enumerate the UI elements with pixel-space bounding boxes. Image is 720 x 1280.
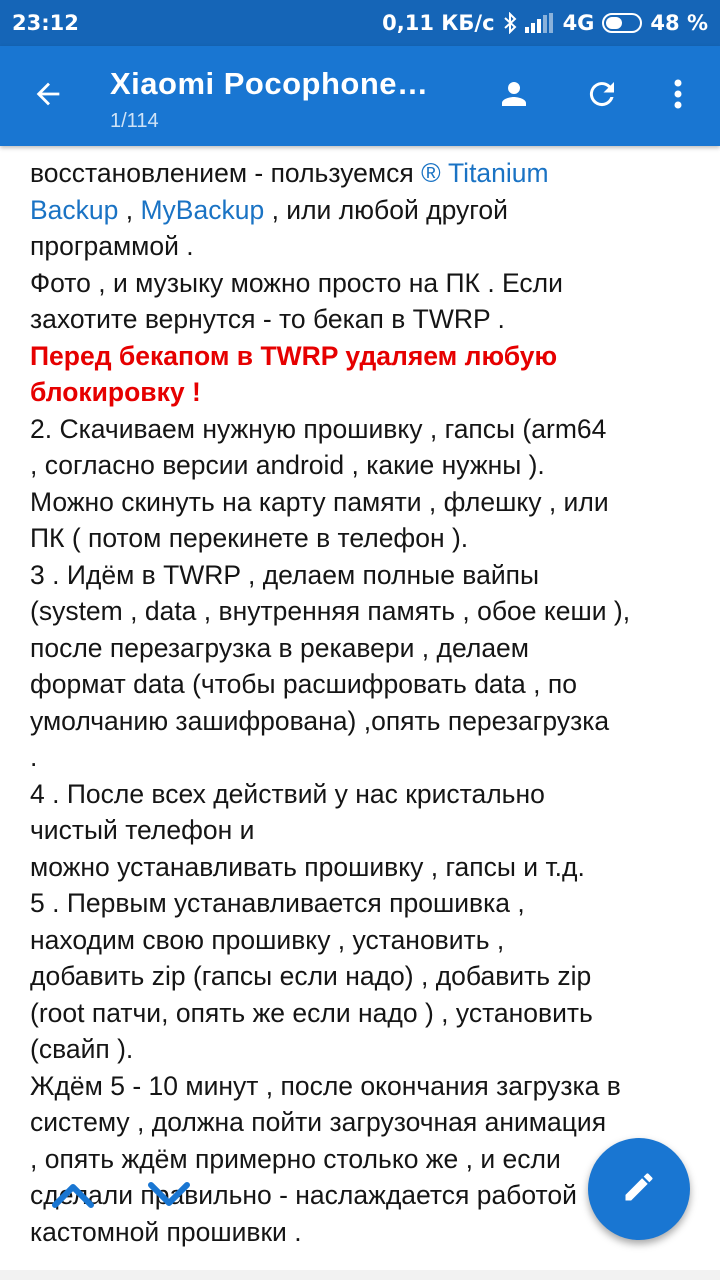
scroll-down-button[interactable] bbox=[146, 1182, 192, 1212]
battery-percent: 48 % bbox=[650, 11, 708, 35]
post-line: 2. Скачиваем нужную прошивку , гапсы (arm64 bbox=[30, 413, 607, 444]
edit-fab-button[interactable] bbox=[588, 1138, 690, 1240]
post-line: 3 . Идём в TWRP , делаем полные вайпы bbox=[30, 559, 540, 590]
post-line: (system , data , внутренняя память , обое кеши ), bbox=[30, 596, 631, 626]
post-line: Можно скинуть на карту памяти , флешку , или bbox=[30, 486, 609, 517]
page-counter: 1/114 bbox=[110, 110, 159, 132]
post-line: добавить zip (гапсы если надо) , добавить zip bbox=[30, 961, 592, 991]
post-line: . bbox=[30, 742, 38, 772]
titanium-backup-link[interactable]: ® Titanium bbox=[421, 158, 549, 188]
bluetooth-icon bbox=[503, 12, 517, 34]
more-vert-icon bbox=[673, 78, 683, 115]
post-line: после перезагрузка в рекавери , делаем bbox=[30, 632, 530, 663]
titanium-backup-link-cont[interactable]: Backup bbox=[30, 194, 119, 225]
arrow-back-icon bbox=[31, 77, 65, 116]
post-line: кастомной прошивки . bbox=[30, 1216, 302, 1247]
refresh-icon bbox=[584, 76, 620, 117]
post-line: ПК ( потом перекинете в телефон ). bbox=[30, 523, 469, 553]
status-bar bbox=[0, 0, 720, 46]
post-line: (root патчи, опять же если надо ) , установить bbox=[30, 997, 593, 1028]
post-line: Ждём 5 - 10 минут , после окончания загрузка в bbox=[30, 1070, 621, 1101]
mybackup-link[interactable]: MyBackup bbox=[140, 194, 265, 225]
post-line: Фото , и музыку можно просто на ПК . Если bbox=[30, 267, 563, 298]
post-line: 4 . После всех действий у нас кристально bbox=[30, 778, 545, 809]
app-bar bbox=[0, 46, 720, 146]
post-line bbox=[30, 155, 705, 192]
chevron-up-icon bbox=[50, 1180, 96, 1215]
chevron-down-icon bbox=[146, 1180, 192, 1215]
warning-line: блокировку ! bbox=[30, 377, 201, 407]
network-speed: 0,11 КБ/с bbox=[382, 11, 495, 35]
post-text: восстановлением - пользуемся bbox=[30, 158, 422, 188]
post-line: 5 . Первым устанавливается прошивка , bbox=[30, 888, 525, 918]
post-line: , опять ждём примерно столько же , и если bbox=[30, 1143, 561, 1174]
page-title: Xiaomi Pocophone… bbox=[110, 66, 429, 101]
post-line: , согласно версии android , какие нужны ). bbox=[30, 450, 545, 480]
status-time: 23:12 bbox=[12, 11, 79, 35]
warning-line: Перед бекапом в TWRP удаляем любую bbox=[30, 340, 558, 371]
battery-icon bbox=[602, 13, 642, 33]
account-icon bbox=[496, 76, 532, 117]
network-type: 4G bbox=[562, 11, 595, 35]
post-line: (свайп ). bbox=[30, 1034, 134, 1064]
post-line: программой . bbox=[30, 231, 194, 261]
more-options-button[interactable] bbox=[652, 70, 704, 122]
post-text: , или любой другой bbox=[264, 194, 508, 225]
back-button[interactable] bbox=[20, 72, 76, 120]
account-button[interactable] bbox=[488, 70, 540, 122]
post-line: умолчанию зашифрована) ,опять перезагрузка bbox=[30, 705, 610, 736]
scroll-up-button[interactable] bbox=[50, 1182, 96, 1212]
refresh-button[interactable] bbox=[576, 70, 628, 122]
bottom-divider bbox=[0, 1270, 720, 1280]
post-line: формат data (чтобы расшифровать data , по bbox=[30, 669, 577, 699]
post-line: систему , должна пойти загрузочная анимация bbox=[30, 1107, 607, 1137]
post-line: чистый телефон и bbox=[30, 815, 255, 845]
signal-icon bbox=[525, 13, 555, 33]
post-text: , bbox=[118, 194, 141, 225]
post-line: находим свою прошивку , установить , bbox=[30, 924, 505, 955]
post-body bbox=[30, 155, 705, 1250]
post-line: можно устанавливать прошивку , гапсы и т.д. bbox=[30, 851, 585, 882]
post-line bbox=[30, 192, 705, 229]
edit-icon bbox=[621, 1169, 657, 1210]
status-right-group bbox=[382, 11, 708, 35]
post-line: захотите вернутся - то бекап в TWRP . bbox=[30, 304, 505, 334]
post-line: сделали правильно - наслаждается работой bbox=[30, 1180, 577, 1210]
